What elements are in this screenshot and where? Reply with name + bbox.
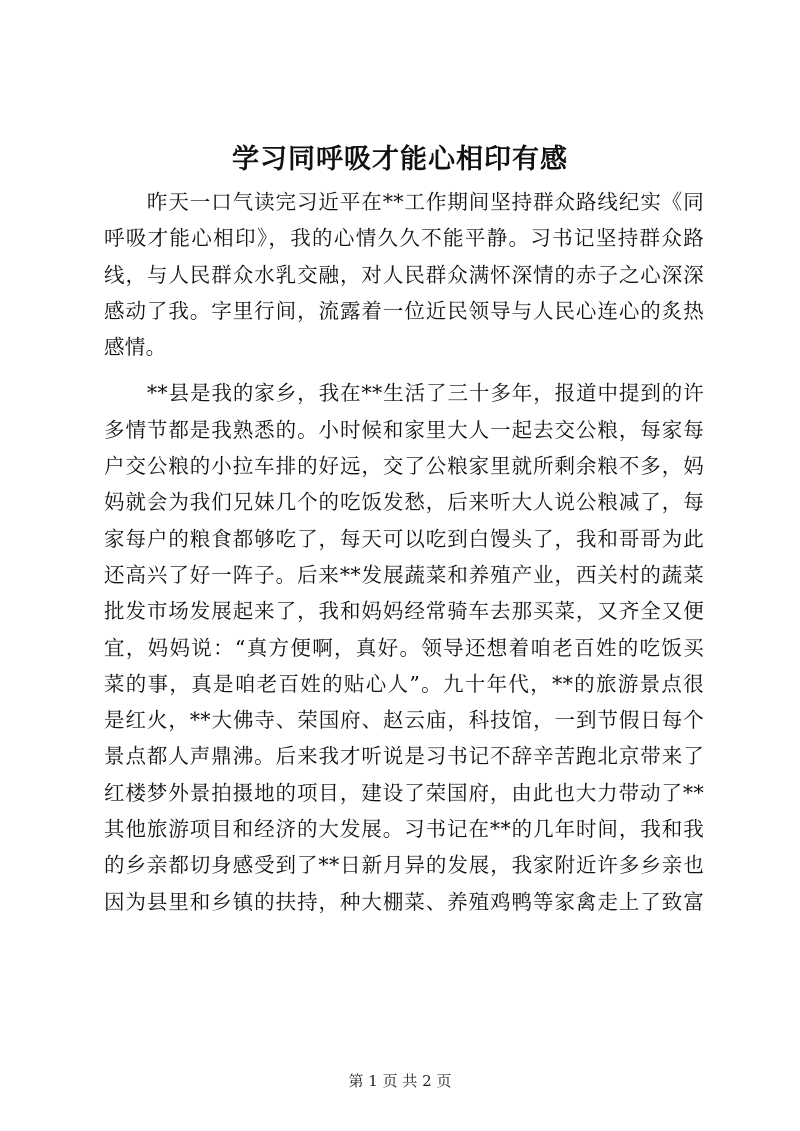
text-line: 家每户的粮食都够吃了，每天可以吃到白馒头了，我和哥哥为此 <box>104 526 704 551</box>
text-line: 户交公粮的小拉车排的好远，交了公粮家里就所剩余粮不多，妈 <box>104 454 704 479</box>
page-indicator: 第 1 页 共 2 页 <box>348 1072 452 1090</box>
paragraph-2 <box>104 375 704 919</box>
text-line: 宜，妈妈说：“真方便啊，真好。领导还想着咱老百姓的吃饭买 <box>104 635 704 660</box>
text-line: 感动了我。字里行间，流露着一位近民领导与人民心连心的炙热 <box>104 298 704 323</box>
text-line: 红楼梦外景拍摄地的项目，建设了荣国府，由此也大力带动了** <box>104 780 704 805</box>
text-line: 其他旅游项目和经济的大发展。习书记在**的几年时间，我和我 <box>104 817 704 842</box>
document-title: 学习同呼吸才能心相印有感 <box>232 144 568 175</box>
text-line: 感情。 <box>104 335 167 360</box>
text-line: 妈就会为我们兄妹几个的吃饭发愁，后来听大人说公粮减了，每 <box>104 490 704 515</box>
text-line: 是红火，**大佛寺、荣国府、赵云庙，科技馆，一到节假日每个 <box>104 708 704 733</box>
text-line: 多情节都是我熟悉的。小时候和家里大人一起去交公粮，每家每 <box>104 417 704 442</box>
text-line: 还高兴了好一阵子。后来**发展蔬菜和养殖产业，西关村的蔬菜 <box>104 562 704 587</box>
text-line: 线，与人民群众水乳交融，对人民群众满怀深情的赤子之心深深 <box>104 262 704 287</box>
paragraph-spacing <box>104 365 704 375</box>
text-line: **县是我的家乡，我在**生活了三十多年，报道中提到的许 <box>104 381 704 406</box>
text-line: 景点都人声鼎沸。后来我才听说是习书记不辞辛苦跑北京带来了 <box>104 744 704 769</box>
text-line: 因为县里和乡镇的扶持，种大棚菜、养殖鸡鸭等家禽走上了致富 <box>104 889 704 914</box>
text-line: 呼吸才能心相印》，我的心情久久不能平静。习书记坚持群众路 <box>104 226 704 251</box>
text-line: 菜的事，真是咱老百姓的贴心人”。九十年代，**的旅游景点很 <box>104 671 704 696</box>
text-line: 的乡亲都切身感受到了**日新月异的发展，我家附近许多乡亲也 <box>104 853 704 878</box>
body-text <box>104 184 704 920</box>
paragraph-1 <box>104 184 704 365</box>
text-line: 昨天一口气读完习近平在**工作期间坚持群众路线纪实《同 <box>104 190 704 214</box>
text-line: 批发市场发展起来了，我和妈妈经常骑车去那买菜，又齐全又便 <box>104 599 704 624</box>
